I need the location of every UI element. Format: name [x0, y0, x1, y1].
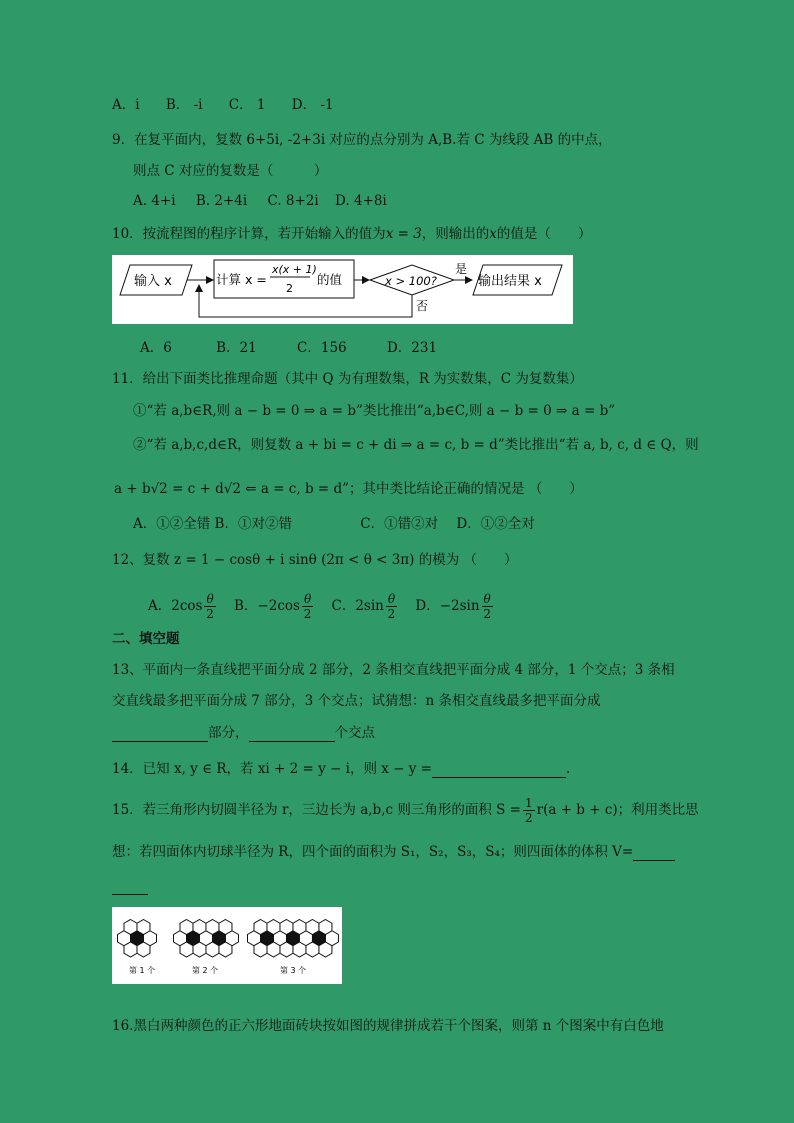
q9-option-a: A. 4+i	[133, 193, 176, 209]
q12-option-d-frac	[482, 592, 493, 621]
white-hex-tile	[180, 942, 193, 957]
q15-line1	[112, 792, 699, 828]
white-hex-tile	[206, 942, 219, 957]
q12-option-c-num: θ	[387, 592, 396, 606]
flowchart-svg	[112, 255, 573, 324]
flow-calc-prefix: 计算 x =	[216, 272, 267, 287]
q11-options	[133, 515, 535, 533]
flow-yes-label: 是	[455, 262, 468, 276]
q12-option-c-frac	[386, 592, 397, 621]
q15-formula-rest: r(a + b + c)；利用类比思	[536, 802, 699, 818]
q10-mid: ，则输出的	[421, 226, 490, 242]
q10-option-c: C．156	[297, 340, 347, 356]
q15-frac-num: 1	[524, 796, 533, 810]
white-hex-tile	[193, 942, 206, 957]
q12-option-c	[331, 592, 399, 621]
hexagon-figure	[112, 907, 342, 984]
flowchart	[112, 255, 573, 324]
figure-label-1: 第 1 个	[129, 966, 156, 975]
figure-label-2: 第 2 个	[192, 966, 219, 975]
white-hex-tile	[280, 942, 293, 957]
q15-line2-text: 想：若四面体内切球半径为 R，四个面的面积为 S₁，S₂，S₃，S₄；则四面体的体积 V=	[112, 844, 634, 860]
q12-option-b-text: B．−2cos	[234, 598, 300, 614]
q12-option-c-den: 2	[387, 607, 396, 621]
q14-line	[112, 760, 570, 778]
white-hex-tile	[267, 920, 280, 935]
q12-option-b-den: 2	[303, 607, 312, 621]
q13-line1: 13、平面内一条直线把平面分成 2 部分，2 条相交直线把平面分成 4 部分，1 个交点；3 条相	[112, 662, 675, 678]
q9-option-c: C. 8+2i	[267, 193, 319, 209]
q14-prefix: 14．已知 x, y ∈ R，若 xi + 2 = y − i，则 x − y =	[112, 761, 432, 777]
q10-question	[112, 225, 591, 243]
q8-option-c: C． 1	[228, 97, 266, 113]
q15-prefix: 15．若三角形内切圆半径为 r，三边长为 a,b,c 则三角形的面积 S =	[112, 802, 521, 818]
q11-line2: ①“若 a,b∈R,则 a − b = 0 ⇒ a = b”类比推出“a,b∈C,则 a − b = 0 ⇒ a = b”	[133, 403, 616, 419]
q10-prefix: 10．按流程图的程序计算，若开始输入的值为	[112, 226, 386, 242]
flow-input-label: 输入 x	[134, 274, 172, 289]
q10-cond: x = 3	[385, 226, 422, 242]
q9-option-d: D. 4+8i	[335, 193, 387, 209]
q15-line2	[112, 843, 675, 861]
q13-part-text: 部分，	[208, 725, 249, 741]
q10-option-a: A．6	[140, 340, 172, 356]
flow-calc-suffix: 的值	[317, 272, 343, 287]
q12-option-a	[148, 592, 218, 621]
q8-options	[112, 96, 334, 114]
q8-option-d: D． -1	[291, 97, 334, 113]
white-hex-tile	[319, 942, 332, 957]
q12-option-a-den: 2	[206, 607, 214, 621]
q13-points-text: 个交点	[334, 725, 375, 741]
section-heading: 二、填空题	[112, 631, 180, 647]
q11-line3: ②“若 a,b,c,d∈R，则复数 a + bi = c + di ⇒ a = c, b = d”类比推出“若 a, b, c, d ∈ Q，则	[133, 437, 699, 453]
q14-blank[interactable]	[432, 761, 566, 778]
q12-option-b-frac	[302, 592, 313, 621]
white-hex-tile	[193, 920, 206, 935]
q11-line4: a + b√2 = c + d√2 ⇐ a = c, b = d”；其中类比结论正确的情况是 （ ）	[114, 481, 583, 497]
q10-option-d: D．231	[386, 340, 438, 356]
q10-option-b: B．21	[216, 340, 257, 356]
white-hex-tile	[137, 920, 150, 935]
white-hex-tile	[219, 920, 232, 935]
q15-frac-den: 2	[524, 811, 533, 825]
white-hex-tile	[306, 942, 319, 957]
q12-option-a-num: θ	[206, 592, 214, 606]
q12-option-d-num: θ	[483, 592, 491, 606]
figure-label-3: 第 3 个	[280, 966, 307, 975]
q12-option-d-den: 2	[483, 607, 491, 621]
q12-option-c-text: C．2sin	[331, 598, 384, 614]
q15-frac	[523, 796, 535, 825]
white-hex-tile	[267, 942, 280, 957]
white-hex-tile	[293, 920, 306, 935]
white-hex-tile	[319, 920, 332, 935]
flow-decision-label: x > 100?	[385, 274, 437, 288]
white-hex-tile	[137, 942, 150, 957]
q15-blank-a[interactable]	[633, 844, 675, 861]
white-hex-tile	[124, 920, 137, 935]
white-hex-tile	[206, 920, 219, 935]
q12-option-b-num: θ	[303, 592, 312, 606]
q13-line3	[112, 724, 375, 742]
q9-option-b: B. 2+4i	[195, 193, 248, 209]
white-hex-tile	[254, 942, 267, 957]
q11-option-ab: A．①②全错 B．①对②错	[133, 516, 292, 532]
flow-calc-num: x(x + 1)	[272, 263, 317, 276]
q11-option-d: D．①②全对	[456, 516, 535, 532]
flow-calc-den: 2	[286, 282, 293, 295]
white-hex-tile	[293, 942, 306, 957]
q12-option-a-frac	[204, 592, 215, 621]
q12-options	[148, 588, 495, 624]
q13-blank-parts[interactable]	[112, 725, 208, 742]
q12-option-a-text: A．2cos	[148, 598, 203, 614]
q16-line: 16.黑白两种颜色的正六形地面砖块按如图的规律拼成若干个图案，则第 n 个图案中有白色地	[112, 1018, 664, 1034]
white-hex-tile	[280, 920, 293, 935]
q8-option-b: B． -i	[165, 97, 203, 113]
hexagon-svg	[112, 907, 342, 984]
q10-var: x	[489, 226, 497, 242]
q9-line2: 则点 C 对应的复数是（ ）	[133, 163, 328, 179]
q13-blank-points[interactable]	[249, 725, 335, 742]
white-hex-tile	[254, 920, 267, 935]
q10-options	[140, 339, 437, 357]
q15-blank-b[interactable]	[112, 876, 148, 895]
flow-output-label: 输出结果 x	[478, 274, 542, 289]
q9-line1: 9．在复平面内，复数 6+5i, -2+3i 对应的点分别为 A,B.若 C 为线段 AB 的中点，	[112, 132, 612, 148]
q11-line1: 11．给出下面类比推理命题（其中 Q 为有理数集，R 为实数集，C 为复数集）	[112, 371, 583, 387]
white-hex-tile	[219, 942, 232, 957]
q8-option-a: A．i	[112, 97, 140, 113]
q10-suffix: 的值是（ ）	[496, 226, 592, 242]
q9-options	[133, 192, 387, 210]
q13-line2: 交直线最多把平面分成 7 部分，3 个交点；试猜想：n 条相交直线最多把平面分成	[112, 693, 601, 709]
q12-option-d-text: D．−2sin	[415, 598, 480, 614]
q12-option-d	[415, 592, 494, 621]
white-hex-tile	[180, 920, 193, 935]
q12-option-b	[234, 592, 315, 621]
q14-suffix: .	[566, 761, 571, 777]
flow-no-label: 否	[416, 299, 429, 313]
q11-option-c: C．①错②对	[360, 516, 439, 532]
white-hex-tile	[306, 920, 319, 935]
white-hex-tile	[124, 942, 137, 957]
q12-line: 12、复数 z = 1 − cosθ + i sinθ (2π < θ < 3π) 的模为 （ ）	[112, 552, 518, 568]
